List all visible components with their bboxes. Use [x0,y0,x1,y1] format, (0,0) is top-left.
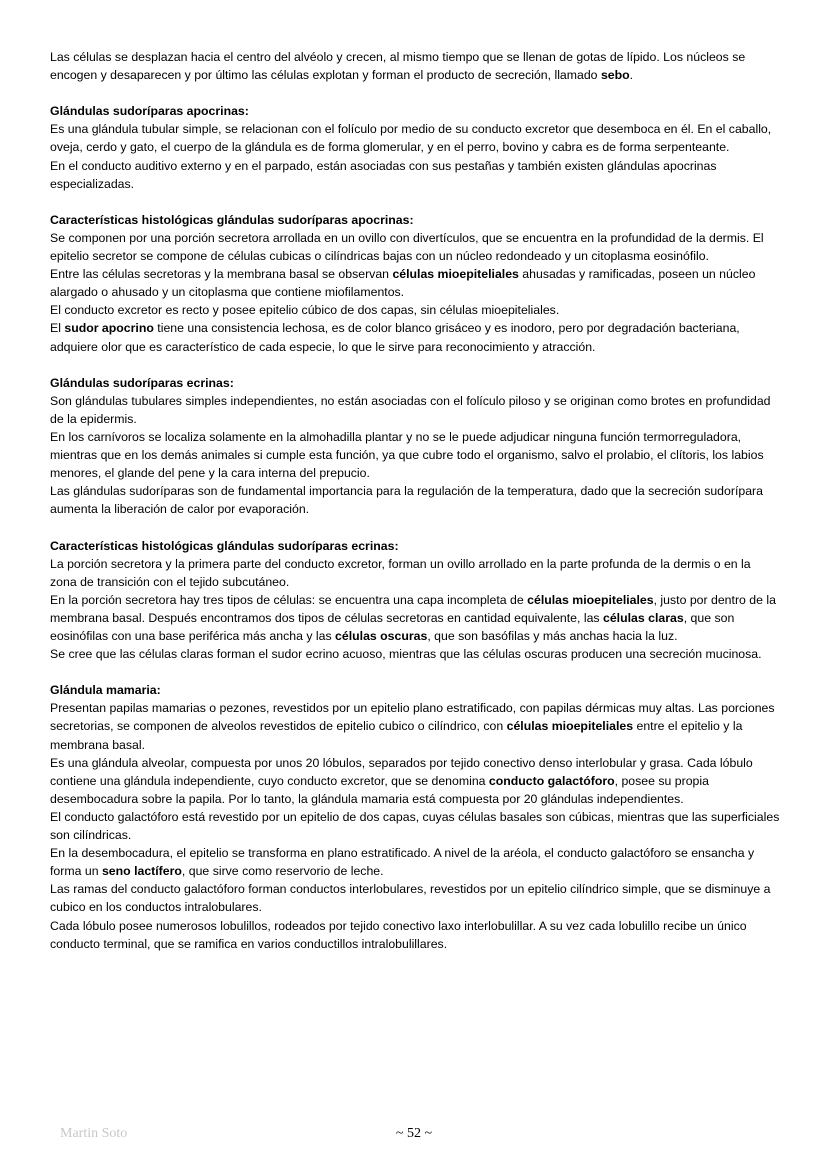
page-number: ~ 52 ~ [395,1126,433,1141]
section-heading: Glándulas sudoríparas ecrinas: [50,375,234,390]
text-run: Entre las células secretoras y la membrana basal se observan [50,267,393,282]
text-run: ahusadas y ramificadas, poseen un núcleo alargado o ahusado y un citoplasma que contiene miofilamentos. [50,267,756,300]
paragraph [50,754,780,808]
paragraph [50,229,780,265]
paragraph [50,265,780,301]
text-run: Es una glándula alveolar, compuesta por unos 20 lóbulos, separados por tejido conectivo denso interlobular y grasa. Cada lóbulo contiene una glándula independiente, cuyo conducto excretor, que se denomina [50,755,753,788]
text-run: . [629,68,634,83]
sections-container [50,102,780,952]
section-heading: Características histológicas glándulas sudoríparas apocrinas: [50,212,414,227]
paragraph [50,428,780,482]
text-run: En la desembocadura, el epitelio se transforma en plano estratificado. A nivel de la aréola, el conducto galactóforo se ensancha y forma un [50,846,755,879]
bold-term: células mioepiteliales [392,267,519,282]
bold-term: células claras [603,610,684,625]
section-block [50,681,780,952]
paragraph [50,301,780,319]
paragraph [50,319,780,355]
section-heading: Glándulas sudoríparas apocrinas: [50,104,249,119]
text-run: Cada lóbulo posee numerosos lobulillos, rodeados por tejido conectivo laxo interlobulillar. A su vez cada lobulillo recibe un único conducto terminal, que se ramifica en varios conductillos intralobulillares. [50,918,747,951]
text-run: En la porción secretora hay tres tipos de células: se encuentra una capa incompleta de [50,592,528,607]
text-run: Se componen por una porción secretora arrollada en un ovillo con divertículos, que se encuentra en la profundidad de la dermis. El epitelio secretor se compone de células cubicas o cilíndricas bajas con un núcleo redondeado y un citoplasma eosinófilo. [50,230,764,264]
paragraph [50,48,780,84]
paragraph [50,482,780,518]
bold-term: sudor apocrino [64,321,154,336]
footer-author: Martin Soto [60,1126,128,1141]
text-run: La porción secretora y la primera parte del conducto excretor, forman un ovillo arrollado en la parte profunda de la dermis o en la zona de transición con el tejido subcutáneo. [50,556,751,589]
bold-term: células mioepiteliales [506,719,634,734]
section-heading: Características histológicas glándulas sudoríparas ecrinas: [50,538,399,553]
paragraph [50,157,780,193]
text-run: Las ramas del conducto galactóforo forman conductos interlobulares, revestidos por un epitelio cilíndrico simple, que se disminuye a cubico en los conductos intralobulares. [50,882,771,915]
text-run: Son glándulas tubulares simples independientes, no están asociadas con el folículo piloso y se originan como brotes en profundidad de la epidermis. [50,393,771,426]
section-block [50,211,780,356]
section-block [50,537,780,664]
text-run: tiene una consistencia lechosa, es de color blanco grisáceo y es inodoro, pero por degradación bacteriana, adquiere olor que es característico de cada especie, lo que le sirve para reconocimiento y atracción. [50,321,740,354]
section-block [50,374,780,519]
text-run: El conducto excretor es recto y posee epitelio cúbico de dos capas, sin células mioepiteliales. [50,303,560,318]
text-run: , que son eosinófilas con una base periférica más ancha y las [50,610,735,643]
text-run: Las células se desplazan hacia el centro del alvéolo y crecen, al mismo tiempo que se llenan de gotas de lípido. Los núcleos se encogen y desaparecen y por último las células explotan y forman el producto de secreción, llamado [50,50,746,83]
text-run: En los carnívoros se localiza solamente en la almohadilla plantar y no se le puede adjudicar ninguna función termorreguladora, mientras que en los demás animales si cumple esta función, ya que cubre todo el organismo, salvo el prolabio, el clítoris, los labios menores, el glande del pene y la cara interna del prepucio. [50,429,764,481]
bold-term: células oscuras [335,629,428,643]
text-run: Es una glándula tubular simple, se relacionan con el folículo por medio de su conducto excretor que desemboca en él. En el caballo, oveja, cerdo y gato, el cuerpo de la glándula es de forma glomerular, y en el perro, bovino y cabra es de forma serpenteante. [50,122,772,155]
document-page [50,48,780,971]
paragraph [50,392,780,428]
intro-block [50,48,780,84]
paragraph [50,699,780,753]
paragraph [50,844,780,880]
text-run: El [50,321,65,336]
bold-term: seno lactífero [101,864,182,879]
section-block [50,102,780,192]
text-run: , que son basófilas y más anchas hacia la luz. [427,629,678,643]
text-run: , posee su propia desembocadura sobre la papila. Por lo tanto, la glándula mamaria está compuesta por 20 glándulas independientes. [50,773,709,806]
text-run: Se cree que las células claras forman el sudor ecrino acuoso, mientras que las células oscuras producen una secreción mucinosa. [50,647,762,662]
bold-term: sebo [600,68,630,83]
text-run: , que sirve como reservorio de leche. [181,864,384,879]
bold-term: conducto galactóforo [488,773,615,788]
text-run: El conducto galactóforo está revestido por un epitelio de dos capas, cuyas células basales son cúbicas, mientras que las superficiales son cilíndricas. [50,809,780,843]
bold-term: células mioepiteliales [527,592,654,607]
text-run: Presentan papilas mamarias o pezones, revestidos por un epitelio plano estratificado, con papilas dérmicas muy altas. Las porciones secretorias, se componen de alveolos revestidos de epitelio cubico o cilíndrico, con [50,701,775,734]
text-run: Las glándulas sudoríparas son de fundamental importancia para la regulación de la temperatura, dado que la secreción sudorípara aumenta la liberación de calor por evaporación. [50,484,763,517]
section-heading: Glándula mamaria: [50,683,161,698]
paragraph [50,555,780,591]
paragraph [50,645,780,663]
text-run: En el conducto auditivo externo y en el parpado, están asociadas con sus pestañas y también existen glándulas apocrinas especializadas. [50,158,717,191]
text-run: entre el epitelio y la membrana basal. [50,719,743,752]
paragraph [50,808,780,844]
text-run: , justo por dentro de la membrana basal. Después encontramos dos tipos de células secretoras en cantidad equivalente, las [50,592,776,625]
paragraph [50,120,780,156]
paragraph [50,880,780,916]
paragraph [50,917,780,953]
paragraph [50,591,780,645]
